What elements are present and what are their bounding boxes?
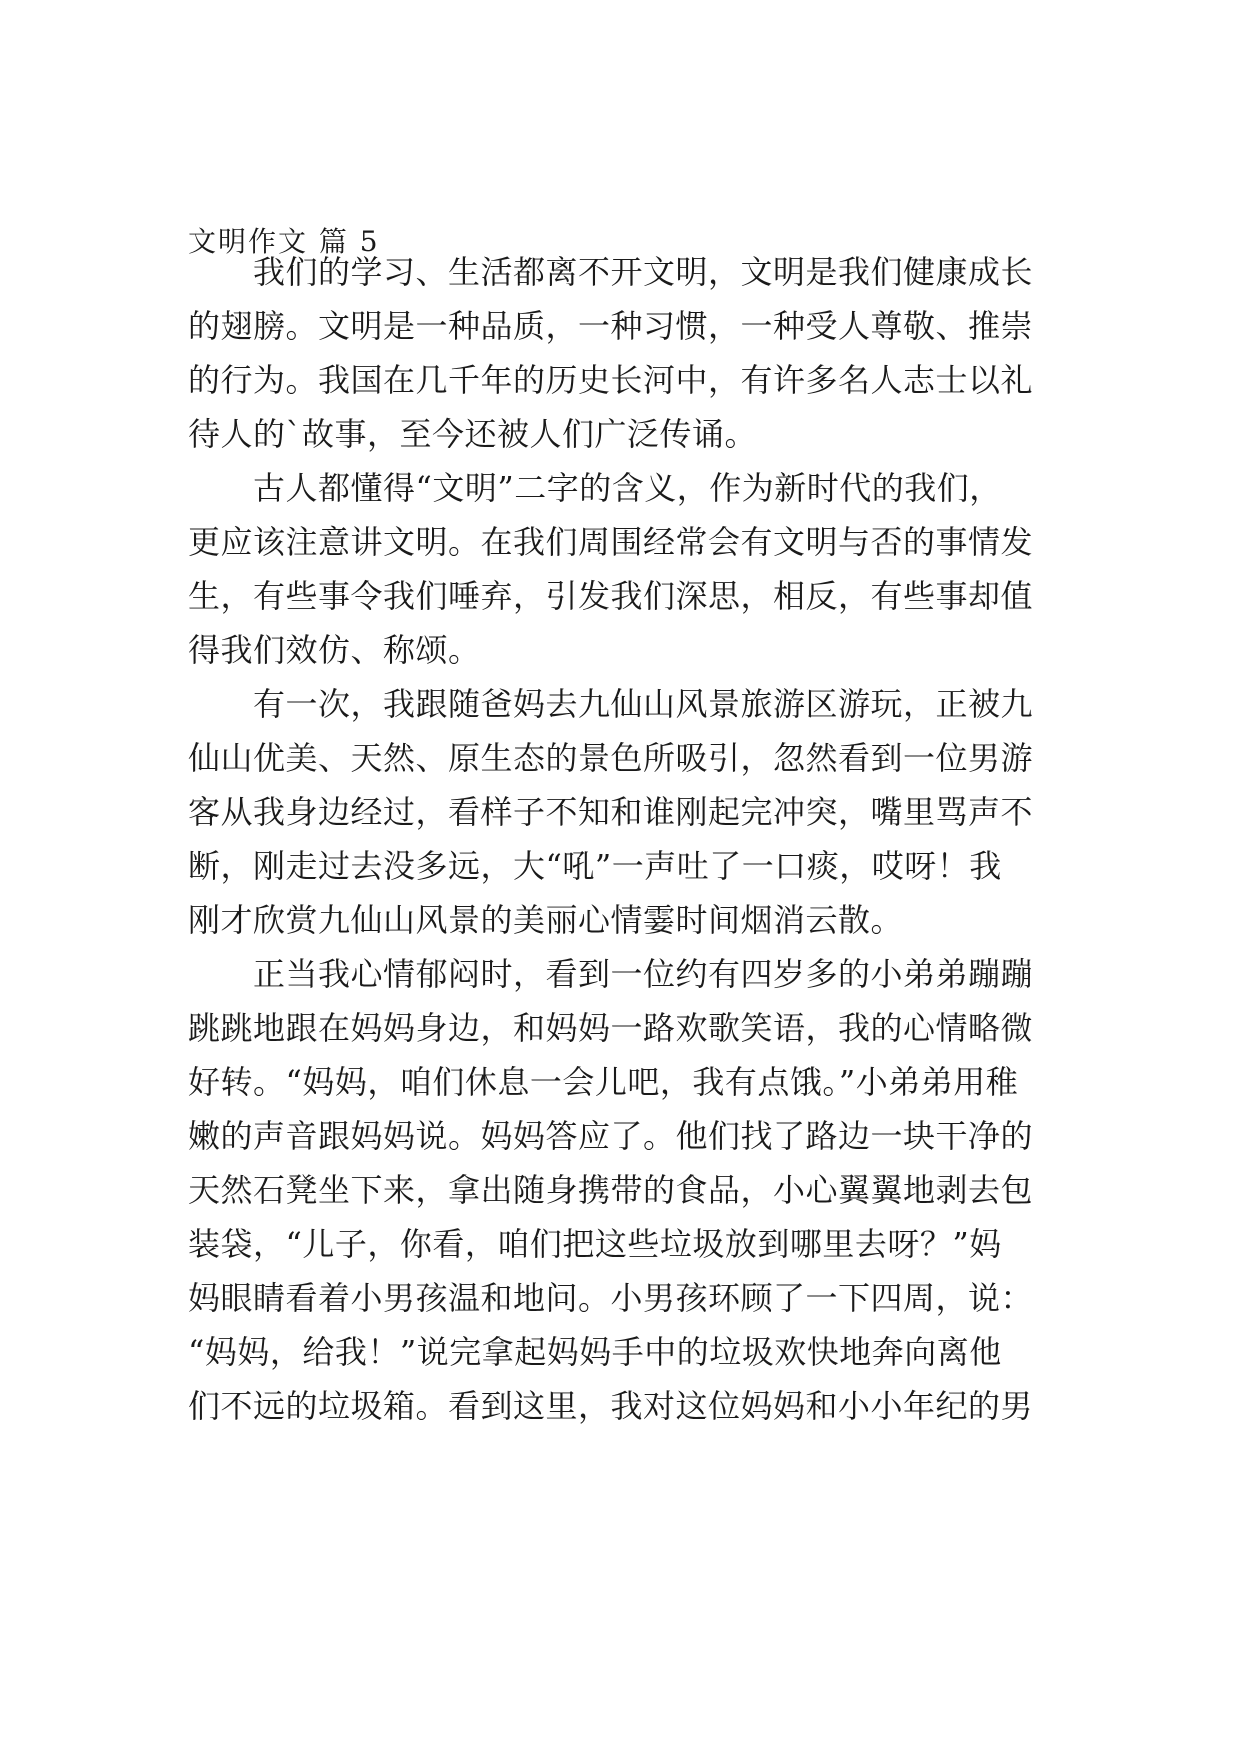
text-line: 得我们效仿、称颂。 xyxy=(188,631,481,669)
text-line: 的行为。我国在几千年的历史长河中，有许多名人志士以礼 xyxy=(188,361,1034,399)
document-title: 文明作文 篇 5 xyxy=(188,225,380,258)
text-line: “妈妈，给我！”说完拿起妈妈手中的垃圾欢快地奔向离他 xyxy=(188,1333,1002,1371)
text-line: 生，有些事令我们唾弃，引发我们深思，相反，有些事却值 xyxy=(188,577,1034,615)
text-line: 们不远的垃圾箱。看到这里，我对这位妈妈和小小年纪的男 xyxy=(188,1387,1034,1425)
text-line: 我们的学习、生活都离不开文明，文明是我们健康成长 xyxy=(188,253,1034,291)
text-line: 古人都懂得“文明”二字的含义，作为新时代的我们， xyxy=(188,469,1002,507)
text-line: 妈眼睛看着小男孩温和地问。小男孩环顾了一下四周，说： xyxy=(188,1279,1034,1317)
text-line: 跳跳地跟在妈妈身边，和妈妈一路欢歌笑语，我的心情略微 xyxy=(188,1009,1034,1047)
text-line: 天然石凳坐下来，拿出随身携带的食品，小心翼翼地剥去包 xyxy=(188,1171,1034,1209)
text-line: 断，刚走过去没多远，大“吼”一声吐了一口痰，哎呀！我 xyxy=(188,847,1002,885)
text-line: 更应该注意讲文明。在我们周围经常会有文明与否的事情发 xyxy=(188,523,1034,561)
text-line: 客从我身边经过，看样子不知和谁刚起完冲突，嘴里骂声不 xyxy=(188,793,1034,831)
text-line: 装袋，“儿子，你看，咱们把这些垃圾放到哪里去呀？”妈 xyxy=(188,1225,1002,1263)
text-line: 待人的`故事，至今还被人们广泛传诵。 xyxy=(188,415,758,453)
text-line: 嫩的声音跟妈妈说。妈妈答应了。他们找了路边一块干净的 xyxy=(188,1117,1034,1155)
text-line: 刚才欣赏九仙山风景的美丽心情霎时间烟消云散。 xyxy=(188,901,904,939)
text-line: 好转。“妈妈，咱们休息一会儿吧，我有点饿。”小弟弟用稚 xyxy=(188,1063,1019,1101)
text-line: 的翅膀。文明是一种品质，一种习惯，一种受人尊敬、推崇 xyxy=(188,307,1034,345)
text-line: 有一次，我跟随爸妈去九仙山风景旅游区游玩，正被九 xyxy=(188,685,1034,723)
text-line: 正当我心情郁闷时，看到一位约有四岁多的小弟弟蹦蹦 xyxy=(188,955,1034,993)
text-line: 仙山优美、天然、原生态的景色所吸引，忽然看到一位男游 xyxy=(188,739,1034,777)
